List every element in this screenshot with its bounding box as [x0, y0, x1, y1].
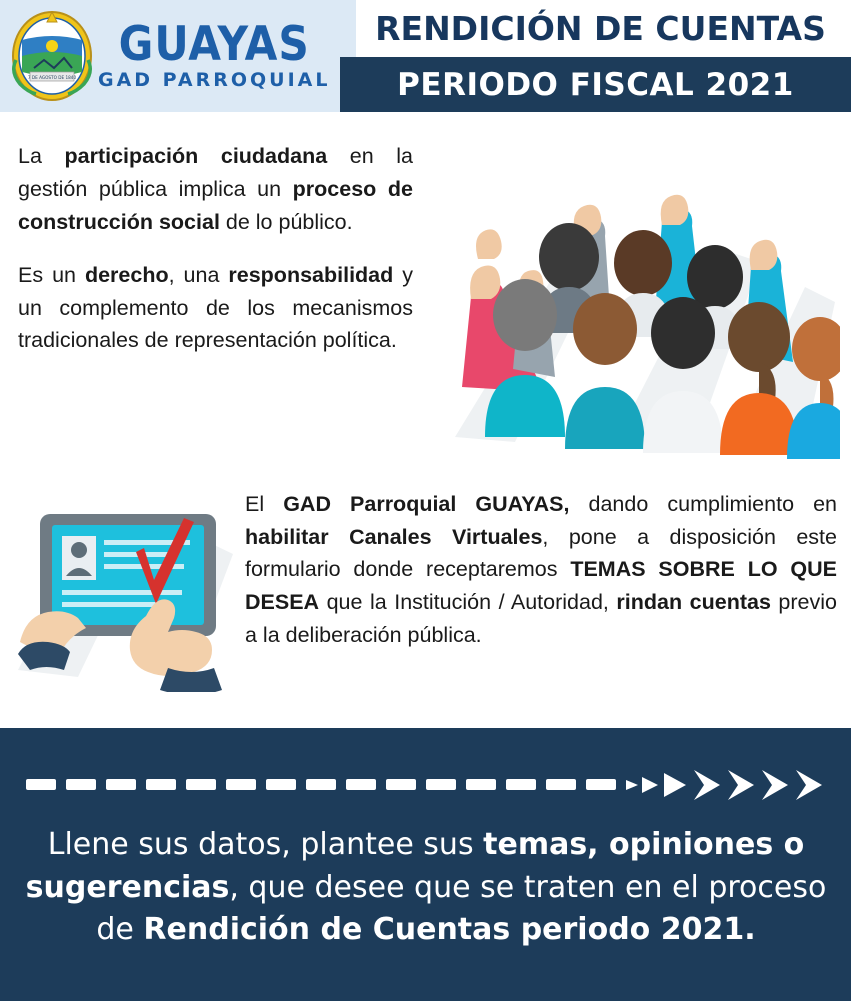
page-header: [0, 0, 851, 112]
svg-text:7 DE AGOSTO DE 1840: 7 DE AGOSTO DE 1840: [27, 75, 77, 80]
footer-text-b: , que desee que se traten en el proceso de: [96, 869, 827, 948]
s2-bold-a: GAD Parroquial GUAYAS,: [283, 492, 570, 516]
page-subtitle: PERIODO FISCAL 2021: [340, 57, 851, 112]
s2-text-b: dando cumplimiento en: [569, 492, 838, 516]
s2-bold-d: rindan cuentas: [616, 590, 771, 615]
intro-section: [0, 112, 851, 482]
p1-text-c: de lo público.: [219, 209, 353, 234]
s2-bold-b: habilitar Canales Virtuales: [245, 524, 543, 549]
header-accent-bar: [340, 0, 356, 57]
footer-text-a: Llene sus datos, plantee sus: [47, 827, 484, 862]
page-title: RENDICIÓN DE CUENTAS: [340, 0, 851, 57]
s2-text-e: previo a la deliberación pública.: [245, 590, 837, 647]
footer-instruction-text: [22, 824, 830, 952]
call-to-action-footer: [0, 728, 851, 1001]
p2-text-a: Es un: [18, 262, 85, 287]
chevron-arrow-row-icon: [26, 768, 826, 802]
p1-bold-b: proceso de construcción social: [18, 176, 413, 234]
s2-text-c: , pone a disposición este formulario donde receptaremos: [245, 524, 837, 582]
virtual-channels-paragraph: [245, 488, 837, 651]
p2-text-b: , una: [168, 262, 229, 287]
intro-text-column: [18, 140, 413, 357]
intro-paragraph-2: [18, 259, 413, 358]
footer-bold-b: Rendición de Cuentas periodo 2021.: [143, 912, 756, 948]
s2-text-a: El: [245, 492, 284, 516]
brand-wordmark: [98, 17, 331, 91]
p1-bold-a: participación ciudadana: [64, 144, 328, 168]
p1-text-a: La: [18, 144, 65, 168]
brand-subtitle: GAD PARROQUIAL: [98, 68, 331, 91]
header-brand-panel: [0, 0, 340, 112]
p1-text-b: en la gestión pública implica un: [18, 144, 413, 201]
intro-paragraph-1: [18, 140, 413, 239]
virtual-channels-section: [0, 482, 851, 717]
guayas-coat-of-arms-icon: [10, 10, 94, 102]
tablet-checkmark-hands-illustration: [18, 492, 238, 692]
p2-text-c: y un complemento de los mecanismos tradicionales de representación política.: [18, 262, 413, 353]
s2-bold-c: TEMAS SOBRE LO QUE DESEA: [245, 557, 837, 615]
brand-name: GUAYAS: [118, 17, 310, 73]
header-title-panel: [340, 0, 851, 112]
footer-bold-a: temas, opiniones o sugerencias: [25, 827, 805, 905]
crowd-raised-hands-illustration: [415, 137, 840, 467]
p2-bold-b: responsabilidad: [228, 262, 394, 287]
s2-text-d: que la Institución / Autoridad,: [319, 590, 617, 615]
p2-bold-a: derecho: [84, 262, 169, 287]
